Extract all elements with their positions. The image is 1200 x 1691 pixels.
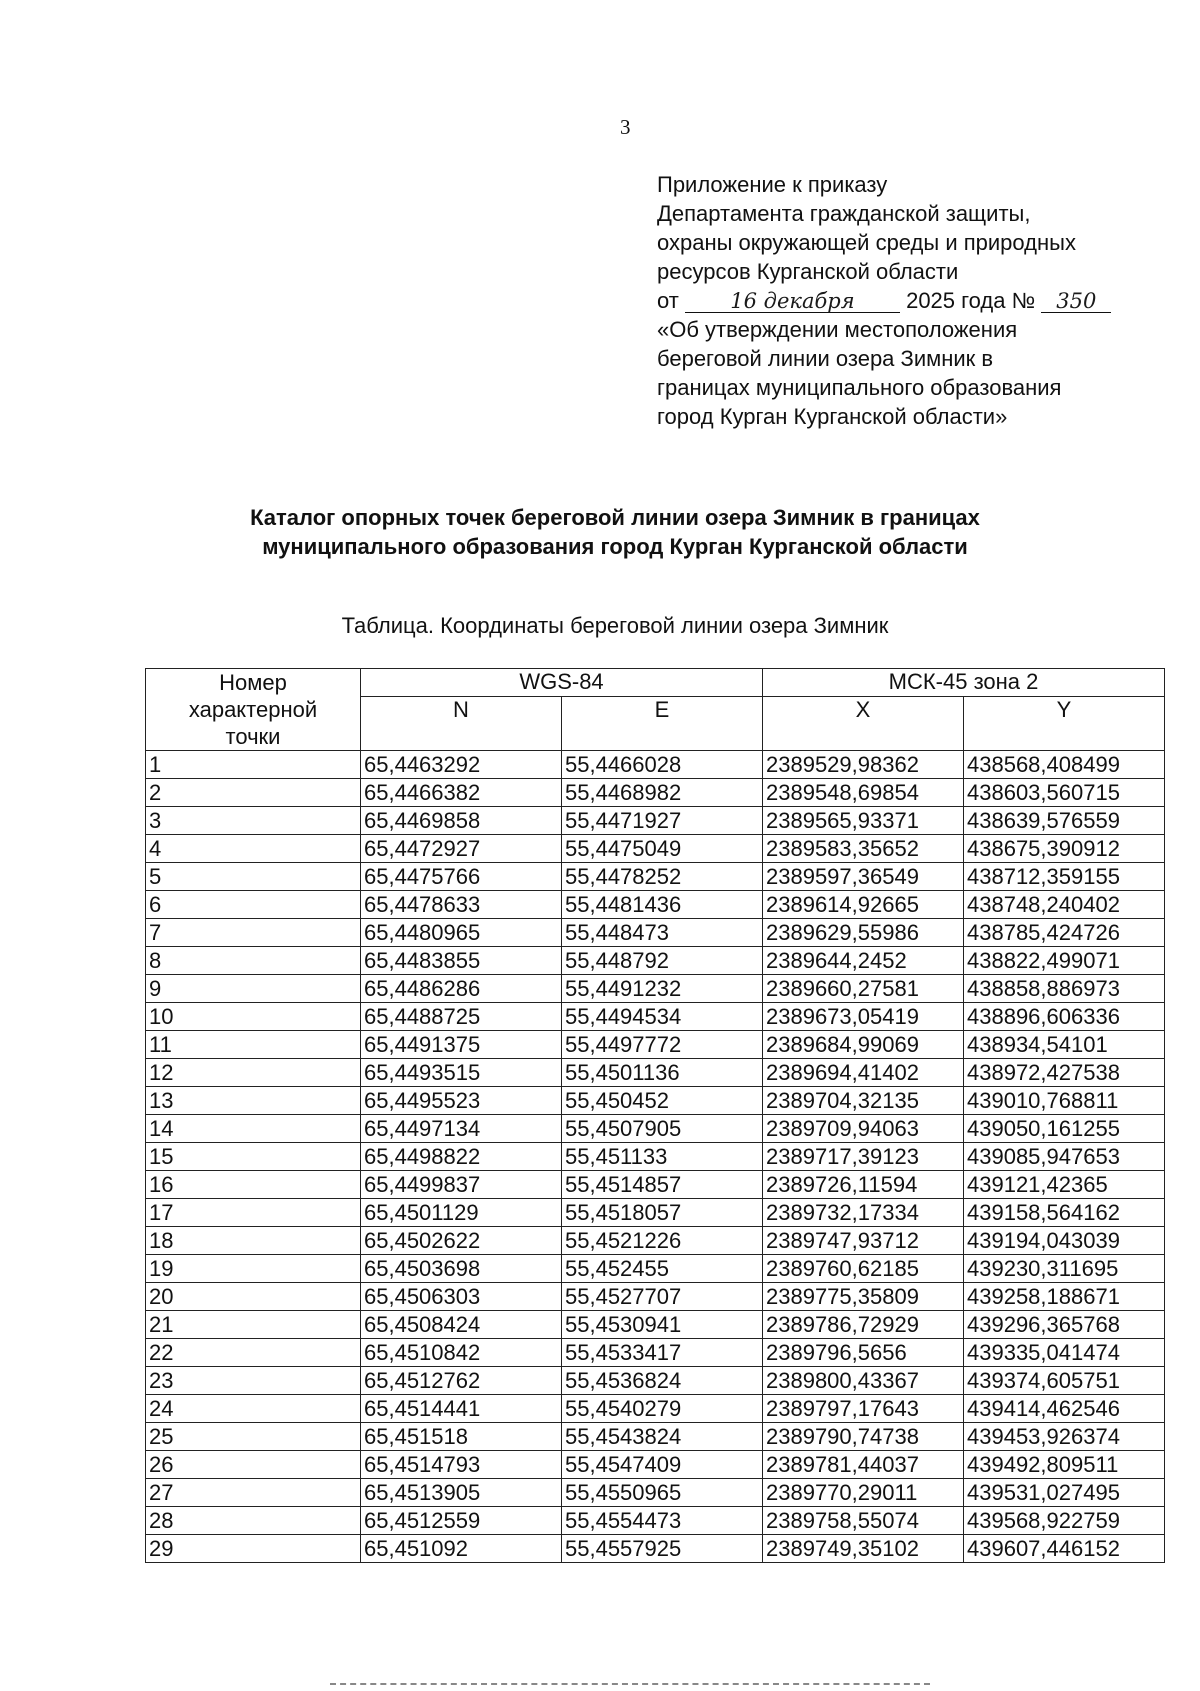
msk-y-cell: 439335,041474	[964, 1339, 1165, 1367]
table-body	[146, 751, 1165, 1563]
order-title-line: «Об утверждении местоположения	[657, 317, 1018, 342]
wgs-e-cell: 55,4491232	[562, 975, 763, 1003]
point-number-cell: 22	[146, 1339, 361, 1367]
wgs-e-cell: 55,4494534	[562, 1003, 763, 1031]
table-row	[146, 891, 1165, 919]
point-number-cell: 9	[146, 975, 361, 1003]
msk-y-cell: 439010,768811	[964, 1087, 1165, 1115]
msk-x-cell: 2389684,99069	[763, 1031, 964, 1059]
table-row	[146, 1003, 1165, 1031]
wgs-e-cell: 55,451133	[562, 1143, 763, 1171]
table-row	[146, 1171, 1165, 1199]
appendix-block	[657, 170, 1157, 431]
msk-x-cell: 2389644,2452	[763, 947, 964, 975]
wgs-e-cell: 55,4536824	[562, 1367, 763, 1395]
msk-y-cell: 438603,560715	[964, 779, 1165, 807]
document-title-line: Каталог опорных точек береговой линии озера Зимник в границах	[250, 505, 980, 530]
msk-y-cell: 439050,161255	[964, 1115, 1165, 1143]
wgs-e-cell: 55,4514857	[562, 1171, 763, 1199]
table-row	[146, 1227, 1165, 1255]
table-row	[146, 863, 1165, 891]
msk45-header: МСК-45 зона 2	[763, 669, 1165, 697]
msk-y-cell: 439492,809511	[964, 1451, 1165, 1479]
coordinates-table	[145, 668, 1165, 1563]
table-row	[146, 1031, 1165, 1059]
table-row	[146, 779, 1165, 807]
table-row	[146, 1059, 1165, 1087]
wgs-e-cell: 55,4478252	[562, 863, 763, 891]
wgs-n-cell: 65,4513905	[361, 1479, 562, 1507]
msk-y-cell: 439414,462546	[964, 1395, 1165, 1423]
wgs-e-cell: 55,4533417	[562, 1339, 763, 1367]
point-number-cell: 13	[146, 1087, 361, 1115]
msk-y-cell: 439374,605751	[964, 1367, 1165, 1395]
point-number-cell: 25	[146, 1423, 361, 1451]
msk-y-cell: 439531,027495	[964, 1479, 1165, 1507]
table-row	[146, 1507, 1165, 1535]
table-row	[146, 1423, 1165, 1451]
wgs-e-cell: 55,4468982	[562, 779, 763, 807]
bottom-scan-marks	[330, 1683, 930, 1687]
msk-x-cell: 2389629,55986	[763, 919, 964, 947]
point-number-cell: 24	[146, 1395, 361, 1423]
msk-x-cell: 2389726,11594	[763, 1171, 964, 1199]
point-number-cell: 20	[146, 1283, 361, 1311]
msk-y-cell: 439158,564162	[964, 1199, 1165, 1227]
point-number-cell: 29	[146, 1535, 361, 1563]
msk-x-cell: 2389796,5656	[763, 1339, 964, 1367]
wgs-n-cell: 65,4495523	[361, 1087, 562, 1115]
date-prefix: от	[657, 288, 679, 313]
order-date-line	[657, 286, 1157, 315]
wgs-n-cell: 65,4475766	[361, 863, 562, 891]
appendix-line: ресурсов Курганской области	[657, 259, 959, 284]
page-number: 3	[620, 115, 631, 139]
msk-y-cell: 438896,606336	[964, 1003, 1165, 1031]
x-header: X	[763, 697, 964, 751]
handwritten-order-number: 350	[1041, 290, 1111, 313]
msk-x-cell: 2389673,05419	[763, 1003, 964, 1031]
table-header-row	[146, 669, 1165, 697]
msk-x-cell: 2389797,17643	[763, 1395, 964, 1423]
msk-x-cell: 2389800,43367	[763, 1367, 964, 1395]
n-header: N	[361, 697, 562, 751]
point-number-cell: 10	[146, 1003, 361, 1031]
wgs-n-cell: 65,4469858	[361, 807, 562, 835]
wgs-n-cell: 65,4499837	[361, 1171, 562, 1199]
table-row	[146, 751, 1165, 779]
msk-y-cell: 438748,240402	[964, 891, 1165, 919]
wgs-e-cell: 55,4550965	[562, 1479, 763, 1507]
order-title-line: город Курган Курганской области»	[657, 404, 1008, 429]
wgs-n-cell: 65,4508424	[361, 1311, 562, 1339]
point-number-header: Номер характерной точки	[146, 669, 361, 751]
point-number-cell: 27	[146, 1479, 361, 1507]
msk-y-cell: 438858,886973	[964, 975, 1165, 1003]
wgs-n-cell: 65,4502622	[361, 1227, 562, 1255]
msk-y-cell: 438972,427538	[964, 1059, 1165, 1087]
wgs-e-cell: 55,4466028	[562, 751, 763, 779]
msk-y-cell: 438712,359155	[964, 863, 1165, 891]
wgs-n-cell: 65,4512559	[361, 1507, 562, 1535]
wgs-n-cell: 65,4503698	[361, 1255, 562, 1283]
table-row	[146, 1143, 1165, 1171]
table-row	[146, 1255, 1165, 1283]
point-number-cell: 8	[146, 947, 361, 975]
wgs-e-cell: 55,4527707	[562, 1283, 763, 1311]
wgs-e-cell: 55,448473	[562, 919, 763, 947]
table-row	[146, 919, 1165, 947]
msk-x-cell: 2389548,69854	[763, 779, 964, 807]
wgs-n-cell: 65,4497134	[361, 1115, 562, 1143]
point-number-cell: 5	[146, 863, 361, 891]
point-number-cell: 21	[146, 1311, 361, 1339]
wgs-e-cell: 55,450452	[562, 1087, 763, 1115]
point-number-cell: 3	[146, 807, 361, 835]
wgs-e-cell: 55,4521226	[562, 1227, 763, 1255]
msk-y-cell: 438675,390912	[964, 835, 1165, 863]
wgs84-header: WGS-84	[361, 669, 763, 697]
year-text: 2025 года №	[906, 288, 1036, 313]
msk-y-cell: 439258,188671	[964, 1283, 1165, 1311]
wgs-n-cell: 65,4491375	[361, 1031, 562, 1059]
point-number-cell: 14	[146, 1115, 361, 1143]
wgs-e-cell: 55,4518057	[562, 1199, 763, 1227]
msk-x-cell: 2389717,39123	[763, 1143, 964, 1171]
msk-y-cell: 439568,922759	[964, 1507, 1165, 1535]
wgs-e-cell: 55,4530941	[562, 1311, 763, 1339]
wgs-n-cell: 65,4514441	[361, 1395, 562, 1423]
msk-y-cell: 439121,42365	[964, 1171, 1165, 1199]
point-number-cell: 4	[146, 835, 361, 863]
order-title-line: береговой линии озера Зимник в	[657, 346, 994, 371]
table-row	[146, 1283, 1165, 1311]
msk-y-cell: 439607,446152	[964, 1535, 1165, 1563]
table-row	[146, 1199, 1165, 1227]
wgs-n-cell: 65,4463292	[361, 751, 562, 779]
msk-x-cell: 2389749,35102	[763, 1535, 964, 1563]
msk-x-cell: 2389760,62185	[763, 1255, 964, 1283]
table-row	[146, 1087, 1165, 1115]
msk-x-cell: 2389583,35652	[763, 835, 964, 863]
msk-y-cell: 439085,947653	[964, 1143, 1165, 1171]
msk-x-cell: 2389747,93712	[763, 1227, 964, 1255]
table-row	[146, 1479, 1165, 1507]
point-number-cell: 23	[146, 1367, 361, 1395]
wgs-e-cell: 55,448792	[562, 947, 763, 975]
msk-x-cell: 2389781,44037	[763, 1451, 964, 1479]
wgs-e-cell: 55,4557925	[562, 1535, 763, 1563]
wgs-n-cell: 65,4506303	[361, 1283, 562, 1311]
document-title	[150, 503, 1080, 561]
msk-x-cell: 2389597,36549	[763, 863, 964, 891]
point-number-cell: 12	[146, 1059, 361, 1087]
table-row	[146, 1339, 1165, 1367]
wgs-n-cell: 65,4512762	[361, 1367, 562, 1395]
wgs-n-cell: 65,4488725	[361, 1003, 562, 1031]
table-row	[146, 975, 1165, 1003]
wgs-e-cell: 55,4543824	[562, 1423, 763, 1451]
table-row	[146, 1115, 1165, 1143]
wgs-n-cell: 65,4501129	[361, 1199, 562, 1227]
wgs-e-cell: 55,4497772	[562, 1031, 763, 1059]
msk-y-cell: 439230,311695	[964, 1255, 1165, 1283]
table-row	[146, 1367, 1165, 1395]
e-header: E	[562, 697, 763, 751]
point-number-cell: 28	[146, 1507, 361, 1535]
msk-y-cell: 439194,043039	[964, 1227, 1165, 1255]
msk-y-cell: 439296,365768	[964, 1311, 1165, 1339]
point-number-cell: 15	[146, 1143, 361, 1171]
wgs-n-cell: 65,451518	[361, 1423, 562, 1451]
msk-y-cell: 438785,424726	[964, 919, 1165, 947]
table-row	[146, 1535, 1165, 1563]
point-number-cell: 7	[146, 919, 361, 947]
msk-y-cell: 438568,408499	[964, 751, 1165, 779]
msk-x-cell: 2389770,29011	[763, 1479, 964, 1507]
msk-x-cell: 2389709,94063	[763, 1115, 964, 1143]
table-caption: Таблица. Координаты береговой линии озера Зимник	[341, 613, 889, 638]
point-number-cell: 11	[146, 1031, 361, 1059]
point-number-cell: 26	[146, 1451, 361, 1479]
order-title-line: границах муниципального образования	[657, 375, 1062, 400]
point-number-cell: 18	[146, 1227, 361, 1255]
point-number-cell: 2	[146, 779, 361, 807]
wgs-e-cell: 55,4540279	[562, 1395, 763, 1423]
wgs-n-cell: 65,4514793	[361, 1451, 562, 1479]
wgs-n-cell: 65,4466382	[361, 779, 562, 807]
table-row	[146, 1395, 1165, 1423]
msk-x-cell: 2389704,32135	[763, 1087, 964, 1115]
wgs-n-cell: 65,4498822	[361, 1143, 562, 1171]
point-number-cell: 19	[146, 1255, 361, 1283]
table-row	[146, 807, 1165, 835]
point-number-cell: 17	[146, 1199, 361, 1227]
table-row	[146, 1311, 1165, 1339]
document-title-line: муниципального образования город Курган Курганской области	[262, 534, 968, 559]
wgs-n-cell: 65,4493515	[361, 1059, 562, 1087]
wgs-n-cell: 65,4478633	[361, 891, 562, 919]
msk-y-cell: 438934,54101	[964, 1031, 1165, 1059]
table-row	[146, 1451, 1165, 1479]
table-row	[146, 835, 1165, 863]
wgs-n-cell: 65,4486286	[361, 975, 562, 1003]
point-number-cell: 16	[146, 1171, 361, 1199]
msk-y-cell: 438639,576559	[964, 807, 1165, 835]
msk-x-cell: 2389529,98362	[763, 751, 964, 779]
msk-x-cell: 2389614,92665	[763, 891, 964, 919]
msk-x-cell: 2389758,55074	[763, 1507, 964, 1535]
wgs-n-cell: 65,451092	[361, 1535, 562, 1563]
y-header: Y	[964, 697, 1165, 751]
point-number-cell: 6	[146, 891, 361, 919]
msk-x-cell: 2389775,35809	[763, 1283, 964, 1311]
msk-y-cell: 439453,926374	[964, 1423, 1165, 1451]
msk-x-cell: 2389786,72929	[763, 1311, 964, 1339]
wgs-e-cell: 55,4471927	[562, 807, 763, 835]
appendix-line: охраны окружающей среды и природных	[657, 230, 1076, 255]
msk-y-cell: 438822,499071	[964, 947, 1165, 975]
msk-x-cell: 2389660,27581	[763, 975, 964, 1003]
point-number-cell: 1	[146, 751, 361, 779]
handwritten-date: 16 декабря	[685, 290, 900, 313]
msk-x-cell: 2389790,74738	[763, 1423, 964, 1451]
appendix-line: Департамента гражданской защиты,	[657, 201, 1031, 226]
wgs-e-cell: 55,4507905	[562, 1115, 763, 1143]
wgs-n-cell: 65,4472927	[361, 835, 562, 863]
table-row	[146, 947, 1165, 975]
wgs-e-cell: 55,4475049	[562, 835, 763, 863]
wgs-e-cell: 55,4501136	[562, 1059, 763, 1087]
msk-x-cell: 2389565,93371	[763, 807, 964, 835]
wgs-n-cell: 65,4510842	[361, 1339, 562, 1367]
wgs-n-cell: 65,4480965	[361, 919, 562, 947]
wgs-n-cell: 65,4483855	[361, 947, 562, 975]
wgs-e-cell: 55,4481436	[562, 891, 763, 919]
msk-x-cell: 2389732,17334	[763, 1199, 964, 1227]
wgs-e-cell: 55,4547409	[562, 1451, 763, 1479]
wgs-e-cell: 55,452455	[562, 1255, 763, 1283]
wgs-e-cell: 55,4554473	[562, 1507, 763, 1535]
msk-x-cell: 2389694,41402	[763, 1059, 964, 1087]
appendix-line: Приложение к приказу	[657, 172, 888, 197]
